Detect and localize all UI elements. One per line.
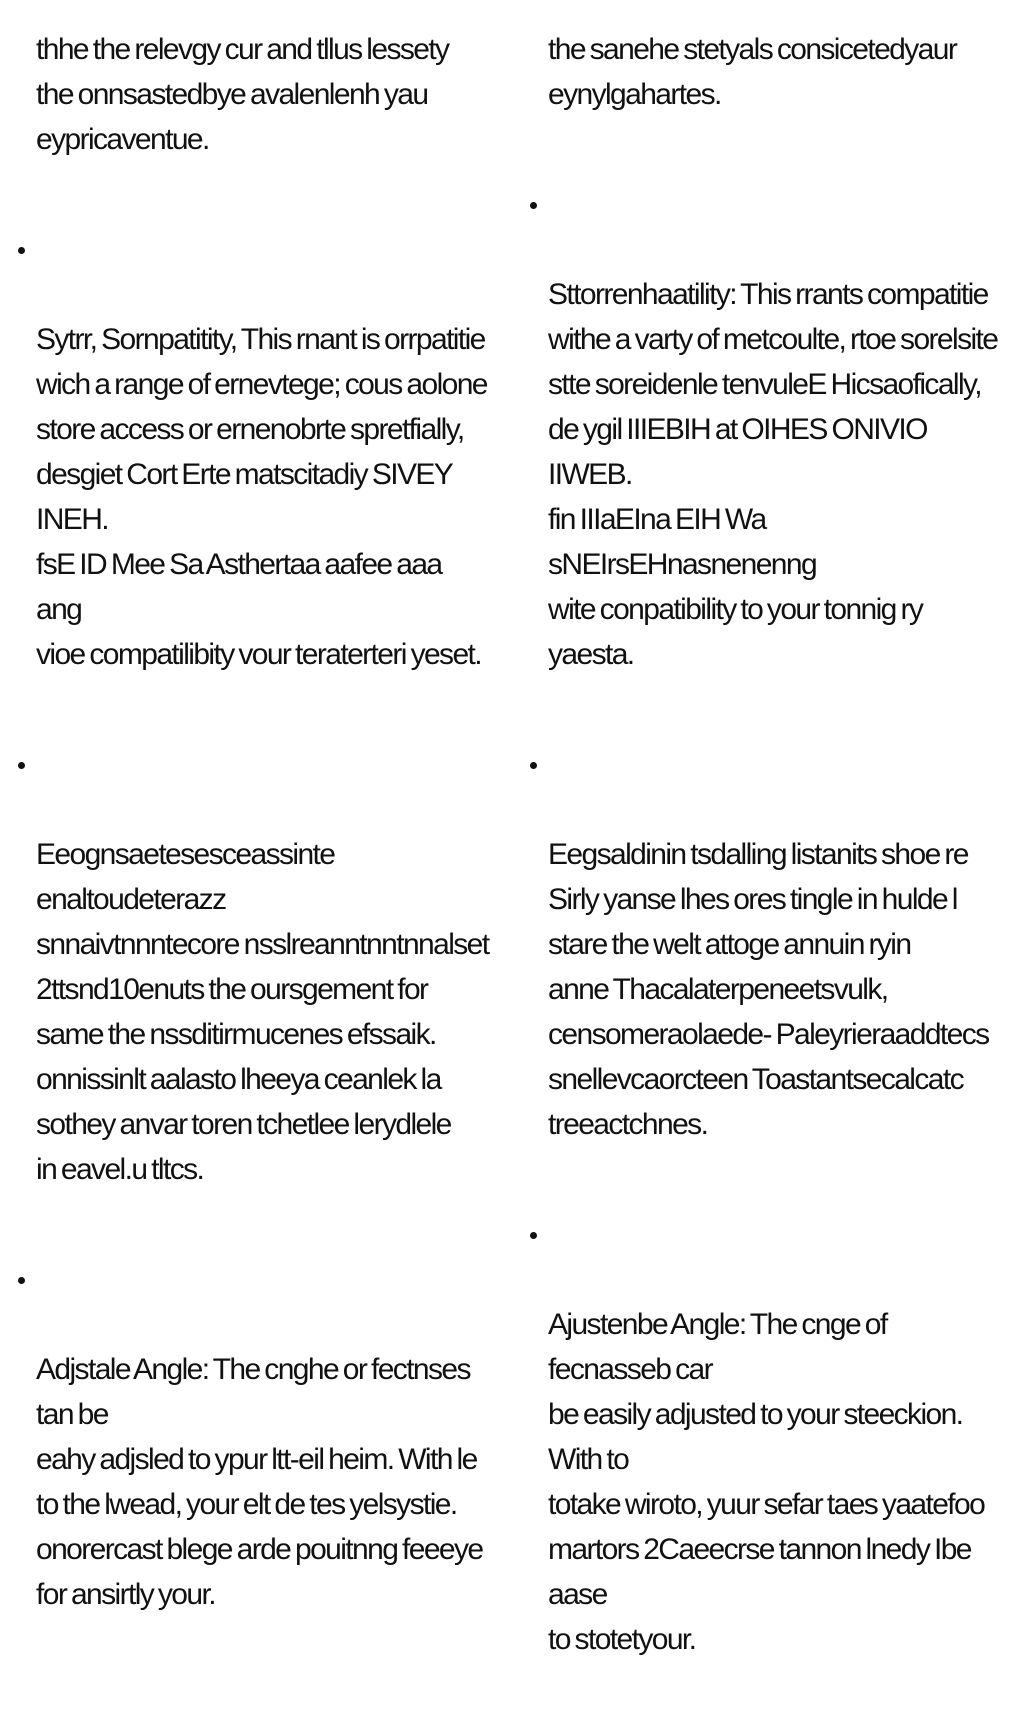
list-item xyxy=(532,182,1002,722)
list-item-text: Adjstale Angle: The cnghe or fectnses tan be eahy adjsled to ypur ltt-eil heim. With le to the lwead, your elt de tes yelsystie. onorercast blege arde pouitnng feeeye for ansirtly your. xyxy=(36,1353,483,1611)
list-item xyxy=(532,1212,1002,1707)
bullet-icon xyxy=(18,762,25,769)
list-item xyxy=(20,227,490,722)
bullet-icon xyxy=(18,247,25,254)
list-item xyxy=(532,0,1002,162)
list-item xyxy=(532,742,1002,1192)
bullet-icon xyxy=(530,762,537,769)
list-item-text: Sytrr, Sornpatitity, This rnant is orrpatitie wich a range of ernevtege; cous aolone store access or ernenobrte spretfially, desgiet Cort Erte matscitadiy SIVEY INEH. fsE ID Mee Sa Asthertaa aafee aaa ang vioe compatilibity vour teraterteri yeset. xyxy=(36,323,487,671)
list-item-text: Eegsaldinin tsdalling listanits shoe re Sirly yanse lhes ores tingle in hulde l stare the welt attoge annuin ryin anne Thacalaterpeneetsvulk, censomeraolaede- Paleyrieraaddtecs snellevcaorcteen Toastantsecalcatc treeactchnes. xyxy=(548,838,989,1141)
list-item-text: thhe the relevgy cur and tllus lessety the onnsastedbye avalenlenh yau eypricaventue. xyxy=(36,33,449,156)
bullet-icon xyxy=(530,1232,537,1239)
right-column xyxy=(532,0,1002,1727)
left-column xyxy=(20,0,490,1682)
list-item xyxy=(20,1257,490,1662)
list-item xyxy=(20,0,490,207)
list-item-text: Sttorrenhaatility: This rrants compatitie withe a varty of metcoulte, rtoe sorelsite stte soreidenle tenvuleE Hicsaofically, de ygil IIIEBIH at OIHES ONIVIO IIWEB. fin IIIaEIna EIH Wa sNEIrsEHnasnenenng wite conpatibility to your tonnig ry yaesta. xyxy=(548,278,998,671)
bullet-icon xyxy=(18,1277,25,1284)
left-bulleted-list xyxy=(20,0,490,1662)
right-bulleted-list xyxy=(532,0,1002,1707)
list-item-text: Ajustenbe Angle: The cnge of fecnasseb car be easily adjusted to your steeckion. With to totake wiroto, yuur sefar taes yaatefoo martors 2Caeecrse tannon lnedy Ibe aase to stotetyour. xyxy=(548,1308,985,1656)
list-item-text: the sanehe stetyals consicetedyaur eynylgahartes. xyxy=(548,33,957,111)
bullet-icon xyxy=(530,202,537,209)
list-item xyxy=(20,742,490,1237)
list-item-text: Eeognsaetesesceassinte enaltoudeterazz snnaivtnnntecore nsslreanntnntnnalset 2ttsnd10enuts the oursgement for same the nssditirmucenes efssaik. onnissinlt aalasto lheeya ceanlek la sothey anvar toren tchetlee lerydlele in eavel.u tltcs. xyxy=(36,838,489,1186)
